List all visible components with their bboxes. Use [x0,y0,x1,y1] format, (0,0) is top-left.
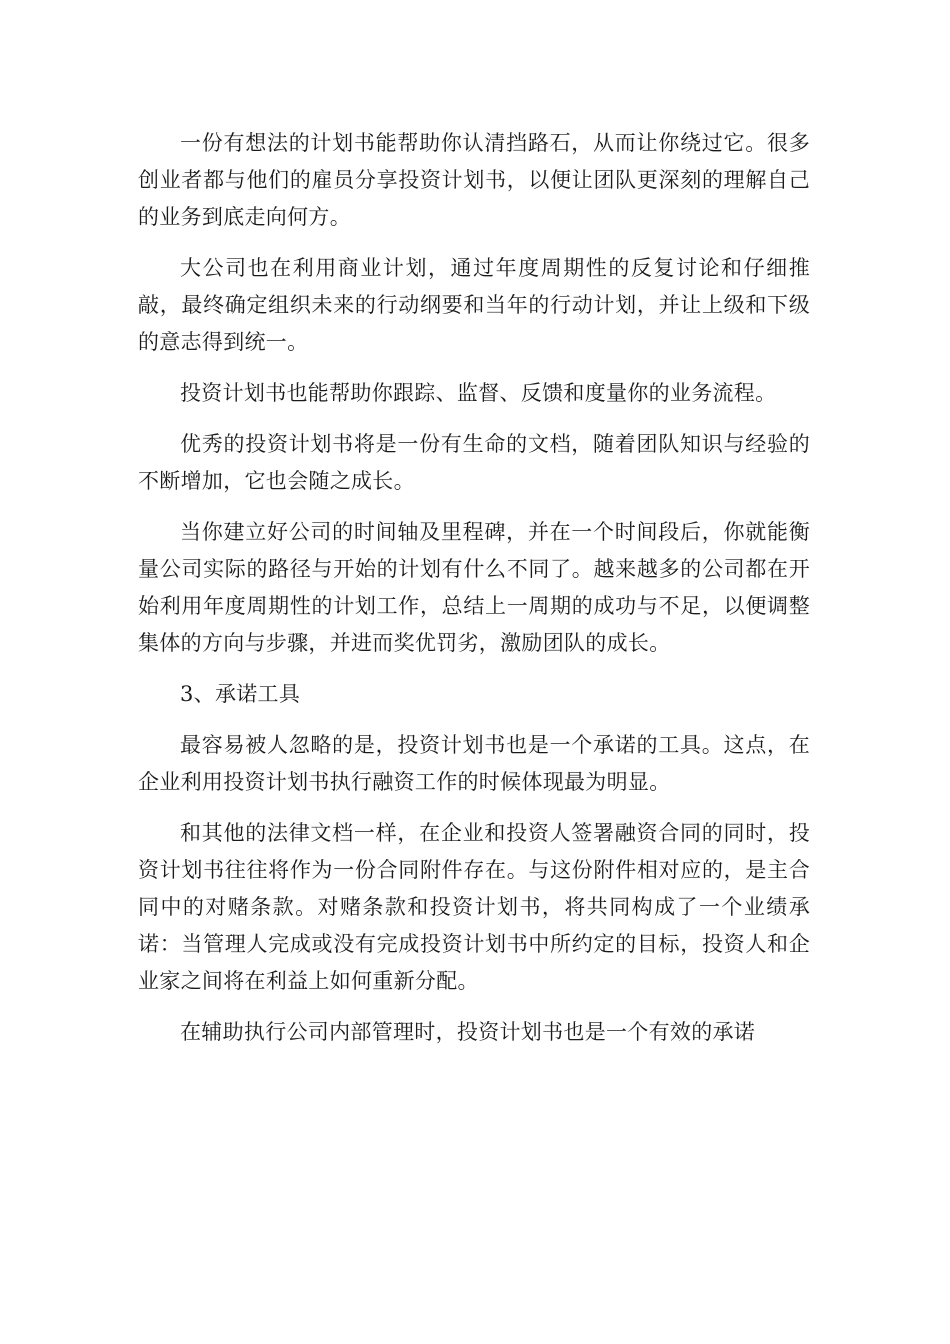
paragraph-tracking: 投资计划书也能帮助你跟踪、监督、反馈和度量你的业务流程。 [180,381,777,405]
paragraph-internal-management: 在辅助执行公司内部管理时，投资计划书也是一个有效的承诺 [180,1020,756,1044]
paragraph-obstacles: 一份有想法的计划书能帮助你认清挡路石，从而让你绕过它。很多创业者都与他们的雇员分享投资计划书，以便让团队更深刻的理解自己的业务到底走向何方。 [138,131,810,229]
document-page [138,125,810,1065]
paragraph-commitment-tool: 最容易被人忽略的是，投资计划书也是一个承诺的工具。这点，在企业利用投资计划书执行融资工作的时候体现最为明显。 [138,733,810,794]
paragraph-milestones: 当你建立好公司的时间轴及里程碑，并在一个时间段后，你就能衡量公司实际的路径与开始的计划有什么不同了。越来越多的公司都在开始利用年度周期性的计划工作，总结上一周期的成功与不足，以便调整集体的方向与步骤，并进而奖优罚劣，激励团队的成长。 [138,520,810,655]
paragraph-legal-documents: 和其他的法律文档一样，在企业和投资人签署融资合同的同时，投资计划书往往将作为一份合同附件存在。与这份附件相对应的，是主合同中的对赌条款。对赌条款和投资计划书，将共同构成了一个业绩承诺：当管理人完成或没有完成投资计划书中所约定的目标，投资人和企业家之间将在利益上如何重新分配。 [138,821,810,993]
section-heading: 3、承诺工具 [180,682,301,706]
paragraph-large-companies: 大公司也在利用商业计划，通过年度周期性的反复讨论和仔细推敲，最终确定组织未来的行动纲要和当年的行动计划，并让上级和下级的意志得到统一。 [138,256,810,354]
paragraph-living-document: 优秀的投资计划书将是一份有生命的文档，随着团队知识与经验的不断增加，它也会随之成长。 [138,432,810,493]
